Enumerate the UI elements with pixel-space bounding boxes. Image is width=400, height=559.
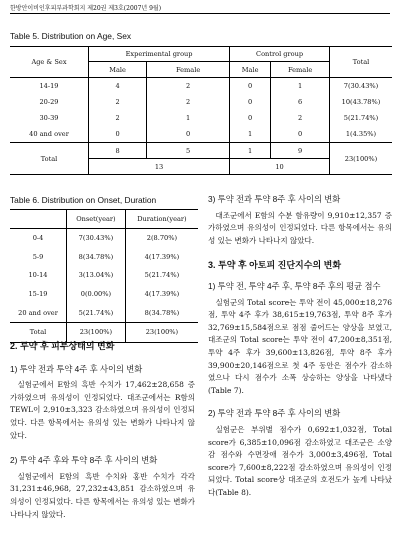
- table-total-row: Total 8 5 1 9 23(100%): [10, 143, 392, 159]
- paragraph: 실험군에서 E함의 흑반 수치가 17,462±28,658 증가하였으며 유의성이 인정되었다. 대조군에서는 R함의 TEWL이 2,910±3,323 감소하였으며 유의성이 인정되었다. 다른 항목에서는 유의성 있는 변화가 나타나지 않았다.: [10, 380, 195, 440]
- table5-age-sex: [10, 46, 392, 175]
- table-row: 10-14 3(13.04%) 5(21.74%): [10, 266, 198, 285]
- subsection-heading: 3) 투약 전과 투약 8주 후 사이의 변화: [208, 194, 341, 204]
- table-row: 0-4 7(30.43%) 2(8.70%): [10, 229, 198, 248]
- col-experimental: Experimental group: [89, 47, 230, 62]
- table-row: 14-19 4 2 0 1 7(30.43%): [10, 78, 392, 95]
- table-row: 30-39 2 1 0 2 5(21.74%): [10, 110, 392, 126]
- table6-onset-duration: [10, 209, 198, 343]
- header-rule: [10, 13, 390, 14]
- paragraph: 실험군에서 E함의 흑반 수치와 홍반 수치가 각각 31,231±46,968, 27,232±43,851 감소하였으며 유의성이 인정되었다. 다른 항목에서는 유의성 있는 변화가 나타나지 않았다.: [10, 471, 195, 519]
- left-column: [10, 340, 195, 521]
- col-total: Total: [330, 47, 393, 78]
- col-onset: Onset(year): [67, 210, 126, 229]
- table-row: 20-29 2 2 0 6 10(43.78%): [10, 94, 392, 110]
- subsection-heading: 2) 투약 4주 후와 투약 8주 후 사이의 변화: [10, 455, 158, 466]
- right-column: [208, 193, 392, 499]
- subsection-heading: 2) 투약 전과 투약 8주 후 사이의 변화: [208, 408, 341, 419]
- col-exp-male: Male: [89, 62, 147, 78]
- table-row: 40 and over 0 0 1 0 1(4.35%): [10, 126, 392, 143]
- table-total-row: Total 23(100%) 23(100%): [10, 322, 198, 342]
- table-row: 20 and over 5(21.74%) 8(34.78%): [10, 303, 198, 322]
- col-duration: Duration(year): [125, 210, 198, 229]
- table6-caption: Table 6. Distribution on Onset, Duration: [10, 195, 157, 205]
- subsection-heading: 1) 투약 전, 투약 4주 후, 투약 8주 후의 평균 점수: [208, 280, 381, 291]
- col-control: Control group: [230, 47, 330, 62]
- col-exp-female: Female: [147, 62, 230, 78]
- table-row: 15-19 0(0.00%) 4(17.39%): [10, 285, 198, 304]
- section-heading: 3. 투약 후 아토피 진단지수의 변화: [208, 260, 342, 271]
- table-sum-row: 13 10: [10, 159, 392, 175]
- table5-caption: Table 5. Distribution on Age, Sex: [10, 31, 132, 41]
- paragraph: 실험군은 부위별 점수가 0,692±1,032점, Total score가 6,385±10,096점 감소하였고 대조군은 소양감 점수와 수면장애 점수가 3,000±3,496점, Total score가 7,600±8,222점 감소하였으며 유의성이 인정되었다. Total score상 대조군의 호전도가 높게 나타났다(Table 8).: [208, 424, 392, 497]
- col-ctl-male: Male: [230, 62, 271, 78]
- table-row: 5-9 8(34.78%) 4(17.39%): [10, 248, 198, 267]
- paragraph: 대조군에서 E함의 수분 함유량이 9,910±12,357 증가하였으며 유의성이 인정되었다. 다른 항목에서는 유의성 있는 변화가 나타나지 않았다.: [208, 210, 392, 245]
- col-age-sex: Age & Sex: [10, 47, 89, 78]
- journal-header: 한방안이비인후피부과학회지 제20권 제3호(2007년 9월): [10, 5, 162, 12]
- paragraph: 실험군의 Total score는 투약 전이 45,000±18,276점, 투약 4주 후가 38,615±19,763점, 투약 8주 후가 32,769±15,584점으로 점점 줄어드는 양상을 보였고, 대조군의 Total score는 투약 전이 47,200±8,351점, 투약 4주 후가 39,600±13,826점, 투약 8주 후가 39,900±20,146점으로 첫 4주 동안은 점수가 감소하였으나 다시 점수가 소폭 상승하는 양상을 나타냈다(Table 7).: [208, 297, 392, 395]
- subsection-heading: 1) 투약 전과 투약 4주 후 사이의 변화: [10, 363, 143, 374]
- col-ctl-female: Female: [271, 62, 330, 78]
- section-heading: 2. 투약 후 피부상태의 변화: [10, 341, 115, 351]
